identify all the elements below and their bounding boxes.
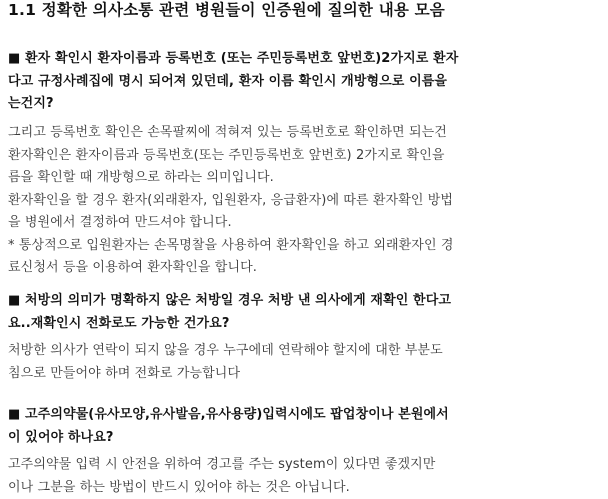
question-line: ■ 환자 확인시 환자이름과 등록번호 (또는 주민등록번호 앞번호)2가지로 환자 [8, 48, 608, 71]
answer-line: 료신청서 등을 이용하여 환자확인을 합니다. [8, 257, 608, 280]
page-title: 1.1 정확한 의사소통 관련 병원들이 인증원에 질의한 내용 모음 [8, 0, 445, 20]
question-line: 이 있어야 하나요? [8, 427, 608, 450]
answer-block-3 [8, 454, 608, 499]
answer-block-1 [8, 122, 608, 280]
question-line: ■ 처방의 의미가 명확하지 않은 처방일 경우 처방 낸 의사에게 재확인 한다고 [8, 290, 608, 313]
answer-line: 고주의약물 입력 시 안전을 위하여 경고를 주는 system이 있다면 좋겠지만 [8, 454, 608, 477]
answer-line: 침으로 만들어야 하며 전화로 가능합니다 [8, 363, 608, 386]
question-line: 다고 규정사례집에 명시 되어져 있던데, 환자 이름 확인시 개방형으로 이름을 [8, 71, 608, 94]
answer-line: 이나 그분을 하는 방법이 반드시 있어야 하는 것은 아닙니다. [8, 477, 608, 499]
question-line: ■ 고주의약물(유사모양,유사발음,유사용량)입력시에도 팝업창이나 본원에서 [8, 404, 608, 427]
answer-line: 처방한 의사가 연락이 되지 않을 경우 누구에데 연락해야 할지에 대한 부분도 [8, 340, 608, 363]
question-block-1 [8, 48, 608, 116]
answer-line: * 통상적으로 입원환자는 손목명찰을 사용하여 환자확인을 하고 외래환자인 경 [8, 235, 608, 258]
answer-line: 그리고 등록번호 확인은 손목팔찌에 적혀져 있는 등록번호로 확인하면 되는건 [8, 122, 608, 145]
answer-line: 환자확인을 할 경우 환자(외래환자, 입원환자, 응급환자)에 따른 환자확인 방법 [8, 190, 608, 213]
answer-block-2 [8, 340, 608, 385]
answer-line: 름을 확인할 때 개방형으로 하라는 의미입니다. [8, 167, 608, 190]
question-block-2 [8, 290, 608, 335]
question-line: 요..재확인시 전화로도 가능한 건가요? [8, 313, 608, 336]
answer-line: 환자확인은 환자이름과 등록번호(또는 주민등록번호 앞번호) 2가지로 확인을 [8, 145, 608, 168]
question-line: 는건지? [8, 93, 608, 116]
answer-line: 을 병원에서 결정하여 만드셔야 합니다. [8, 212, 608, 235]
question-block-3 [8, 404, 608, 449]
